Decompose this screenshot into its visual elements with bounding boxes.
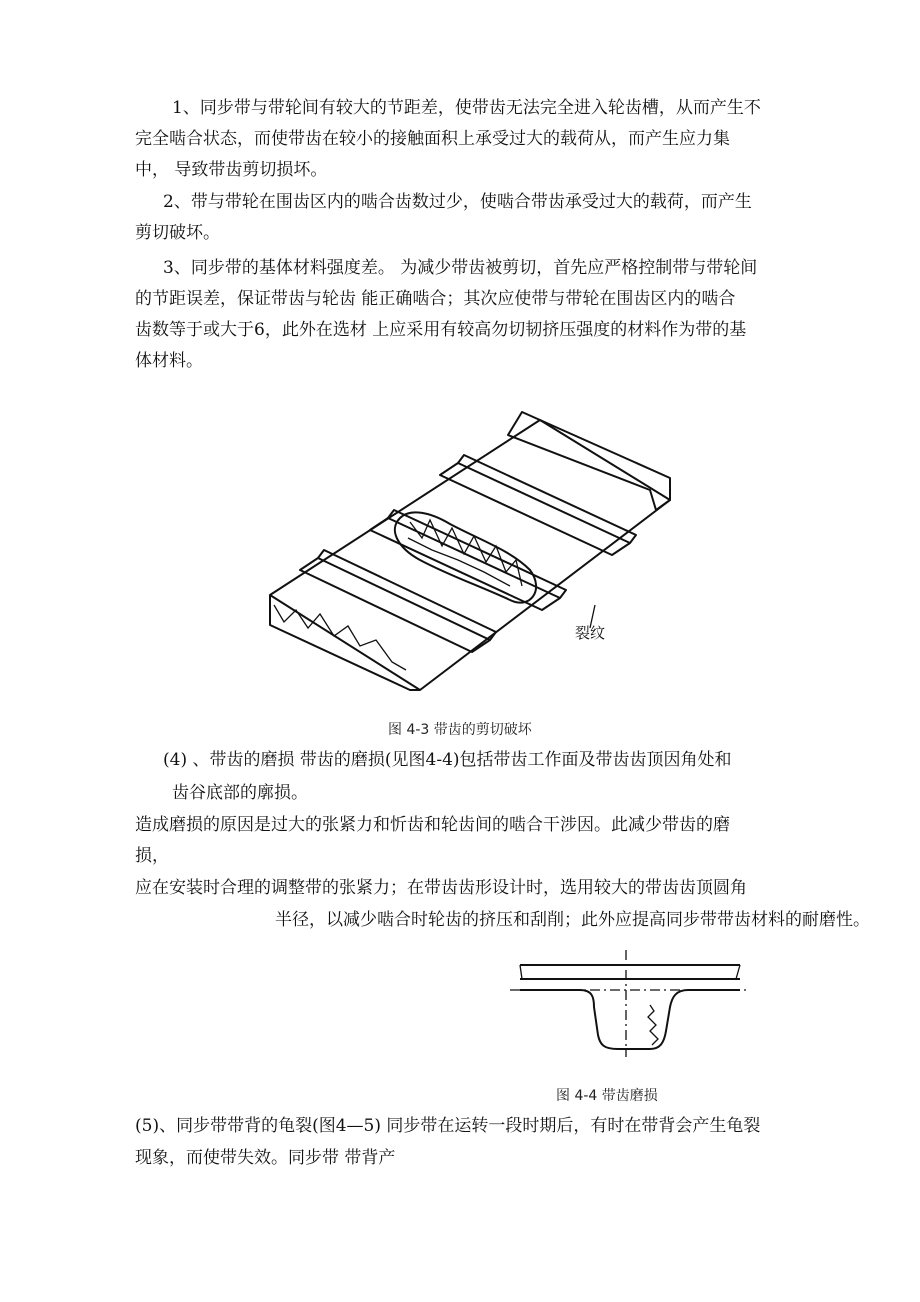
- section-4-line-1: (4) 、带齿的磨损 带齿的磨损(见图4-4)包括带齿工作面及带齿齿顶因角处和: [163, 750, 732, 770]
- figure-4-4-caption: 图 4-4 带齿磨损: [556, 1088, 658, 1104]
- section-5-line-2: 现象，而使带失效。同步带 带背产: [135, 1148, 396, 1168]
- section-4-line-6: 半径，以减少啮合时轮齿的挤压和刮削；此外应提高同步带带齿材料的耐磨性。: [275, 910, 870, 930]
- section-4-line-2: 齿谷底部的廓损。: [172, 783, 308, 803]
- paragraph-3-line-4: 体材料。: [135, 351, 203, 371]
- paragraph-2-line-1: 2、带与带轮在围齿区内的啮合齿数过少，使啮合带齿承受过大的载荷，而产生: [163, 192, 752, 212]
- paragraph-1-line-1: 1、同步带与带轮间有较大的节距差，使带齿无法完全进入轮齿槽，从而产生不: [172, 98, 761, 118]
- paragraph-3-line-3: 齿数等于或大于6，此外在选材 上应采用有较高勿切韧挤压强度的材料作为带的基: [135, 320, 747, 340]
- paragraph-3-line-2: 的节距误差，保证带齿与轮齿 能正确啮合；其次应使带与带轮在围齿区内的啮合: [135, 289, 736, 309]
- section-4-line-3: 造成磨损的原因是过大的张紧力和忻齿和轮齿间的啮合干涉因。此减少带齿的磨: [135, 815, 730, 835]
- section-4-line-4: 损，: [135, 846, 169, 866]
- paragraph-3-line-1: 3、同步带的基体材料强度差。 为减少带齿被剪切，首先应严格控制带与带轮间: [163, 258, 758, 278]
- paragraph-1-line-2: 完全啮合状态，而使带齿在较小的接触面积上承受过大的载荷从，而产生应力集: [135, 129, 730, 149]
- figure-4-3-caption: 图 4-3 带齿的剪切破坏: [388, 722, 532, 738]
- crack-label: 裂纹: [575, 624, 606, 642]
- section-4-line-5: 应在安装时合理的调整带的张紧力；在带齿齿形设计时，选用较大的带齿齿顶圆角: [135, 878, 747, 898]
- figure-4-3-belt-diagram: [260, 400, 700, 700]
- paragraph-2-line-2: 剪切破坏。: [135, 223, 220, 243]
- section-5-line-1: (5)、同步带带背的龟裂(图4—5) 同步带在运转一段时期后，有时在带背会产生龟裂: [135, 1116, 761, 1136]
- figure-4-4-tooth-diagram: [500, 945, 760, 1065]
- paragraph-1-line-3: 中， 导致带齿剪切损坏。: [135, 160, 328, 180]
